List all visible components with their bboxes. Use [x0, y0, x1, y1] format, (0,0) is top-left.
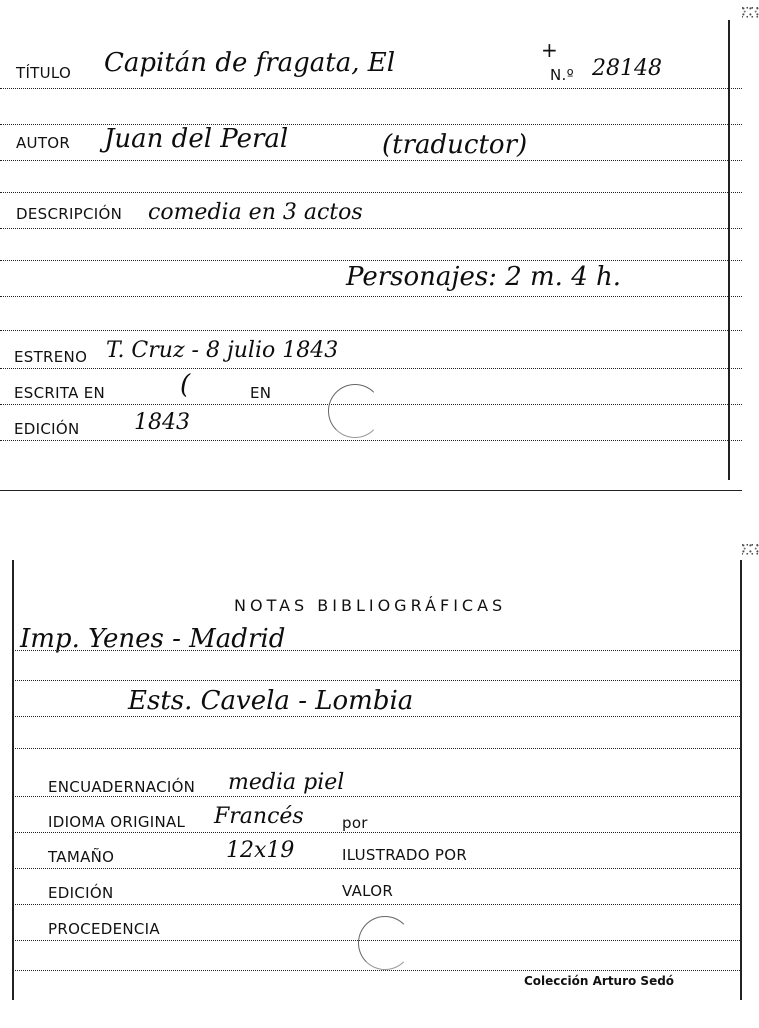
punch-hole-bottom — [358, 916, 412, 970]
personajes-value: Personajes: 2 m. 4 h. — [346, 262, 622, 292]
tamano-rule — [12, 868, 740, 869]
row-rule-3 — [0, 260, 742, 261]
row-rule-2 — [0, 192, 742, 193]
card-bottom-right-border — [740, 560, 742, 1000]
descripcion-label: DESCRIPCIÓN — [16, 205, 123, 223]
procedencia-label: PROCEDENCIA — [48, 920, 160, 938]
card-bottom-last-rule — [12, 970, 740, 971]
edicion-label: EDICIÓN — [14, 420, 80, 438]
tamano-label: TAMAÑO — [48, 848, 115, 866]
autor-note: (traductor) — [382, 130, 528, 160]
edicion-value: 1843 — [134, 410, 190, 435]
descripcion-rule — [0, 228, 742, 229]
notas-rule-3 — [12, 716, 740, 717]
edicion-bottom-label: EDICIÓN — [48, 884, 114, 902]
collection-credit: Colección Arturo Sedó — [524, 974, 675, 988]
estreno-value: T. Cruz - 8 julio 1843 — [106, 338, 339, 363]
titulo-value: Capitán de fragata, El — [104, 48, 396, 78]
card-top-right-border — [728, 20, 730, 480]
punch-hole-top — [328, 384, 382, 438]
encuadernacion-value: media piel — [228, 770, 345, 795]
catalog-card-back — [0, 540, 742, 1010]
idioma-value: Francés — [214, 804, 304, 829]
escrita-en-label: ESCRITA EN — [14, 384, 106, 402]
en-label: EN — [250, 384, 272, 402]
numero-value: 28148 — [592, 56, 662, 81]
por-label: por — [342, 814, 368, 832]
descripcion-value: comedia en 3 actos — [148, 200, 363, 225]
autor-value: Juan del Peral — [104, 124, 289, 154]
titulo-rule — [0, 88, 742, 89]
notas-rule-4 — [12, 748, 740, 749]
card-bottom-left-border — [12, 560, 14, 1000]
encuadernacion-rule — [12, 796, 740, 797]
valor-label: VALOR — [342, 882, 394, 900]
notas-heading: NOTAS BIBLIOGRÁFICAS — [234, 596, 507, 615]
numero-label: N.º — [550, 66, 574, 84]
personajes-rule — [0, 296, 742, 297]
edicion-bottom-rule — [12, 904, 740, 905]
idioma-label: IDIOMA ORIGINAL — [48, 813, 186, 831]
tamano-value: 12x19 — [226, 838, 295, 863]
idioma-rule — [12, 832, 740, 833]
nota-line-2: Ests. Cavela - Lombia — [128, 686, 414, 716]
titulo-label: TÍTULO — [16, 64, 72, 82]
row-rule-4 — [0, 330, 742, 331]
card-top-bottom-edge — [0, 490, 742, 491]
autor-label: AUTOR — [16, 134, 71, 152]
estreno-label: ESTRENO — [14, 348, 88, 366]
nota-line-1: Imp. Yenes - Madrid — [20, 624, 286, 654]
escrita-en-value: ( — [180, 370, 191, 400]
numero-mark: + — [541, 38, 558, 62]
notas-rule-2 — [12, 680, 740, 681]
estreno-rule — [0, 368, 742, 369]
edicion-rule — [0, 440, 742, 441]
catalog-card-front — [0, 0, 742, 492]
notas-rule-1 — [12, 650, 740, 651]
autor-rule — [0, 160, 742, 161]
ilustrado-label: ILUSTRADO POR — [342, 846, 468, 864]
encuadernacion-label: ENCUADERNACIÓN — [48, 778, 196, 796]
